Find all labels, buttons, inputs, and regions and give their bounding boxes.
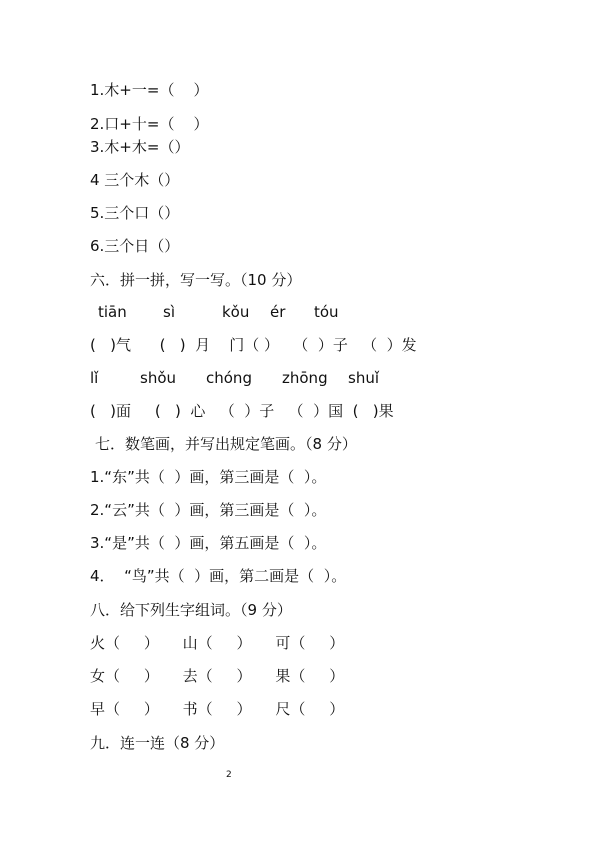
pinyin: tiān <box>98 303 127 321</box>
pinyin: kǒu <box>222 303 250 321</box>
pinyin: lǐ <box>90 369 99 387</box>
pinyin: shǒu <box>140 369 177 387</box>
word-row-3: 早（ ） 书（ ） 尺（ ） <box>90 700 345 718</box>
pinyin: ér <box>270 303 286 321</box>
blank-row-1: ( )气 ( ) 月 门（ ） （ ）子 （ ）发 <box>90 336 417 354</box>
question-5-2: 2.口+十=（ ） <box>90 115 209 133</box>
section-6-title: 六．拼一拼，写一写。（10 分） <box>90 271 302 289</box>
page-number: 2 <box>226 770 232 780</box>
section-9-title: 九．连一连（8 分） <box>90 734 225 752</box>
section-7-title: 七．数笔画，并写出规定笔画。（8 分） <box>95 435 357 453</box>
question-7-2: 2.“云”共（ ）画，第三画是（ ）。 <box>90 501 327 519</box>
pinyin: sì <box>163 303 175 321</box>
question-7-1: 1.“东”共（ ）画，第三画是（ ）。 <box>90 468 327 486</box>
question-5-6: 6.三个日（） <box>90 237 180 255</box>
pinyin: chóng <box>206 369 252 387</box>
section-8-title: 八．给下列生字组词。（9 分） <box>90 601 292 619</box>
question-5-3: 3.木+木=（） <box>90 138 190 156</box>
question-7-3: 3.“是”共（ ）画，第五画是（ ）。 <box>90 534 327 552</box>
word-row-2: 女（ ） 去（ ） 果（ ） <box>90 667 345 685</box>
pinyin: shuǐ <box>348 369 379 387</box>
pinyin: zhōng <box>282 369 328 387</box>
question-5-1: 1.木+一=（ ） <box>90 81 209 99</box>
blank-row-2: ( )面 ( ) 心 （ ）子 （ ）国 ( )果 <box>90 402 394 420</box>
question-7-4: 4． “鸟”共（ ）画，第二画是（ ）。 <box>90 567 347 585</box>
question-5-4: 4 三个木（） <box>90 171 180 189</box>
question-5-5: 5.三个口（） <box>90 204 180 222</box>
pinyin: tóu <box>314 303 339 321</box>
word-row-1: 火（ ） 山（ ） 可（ ） <box>90 634 345 652</box>
